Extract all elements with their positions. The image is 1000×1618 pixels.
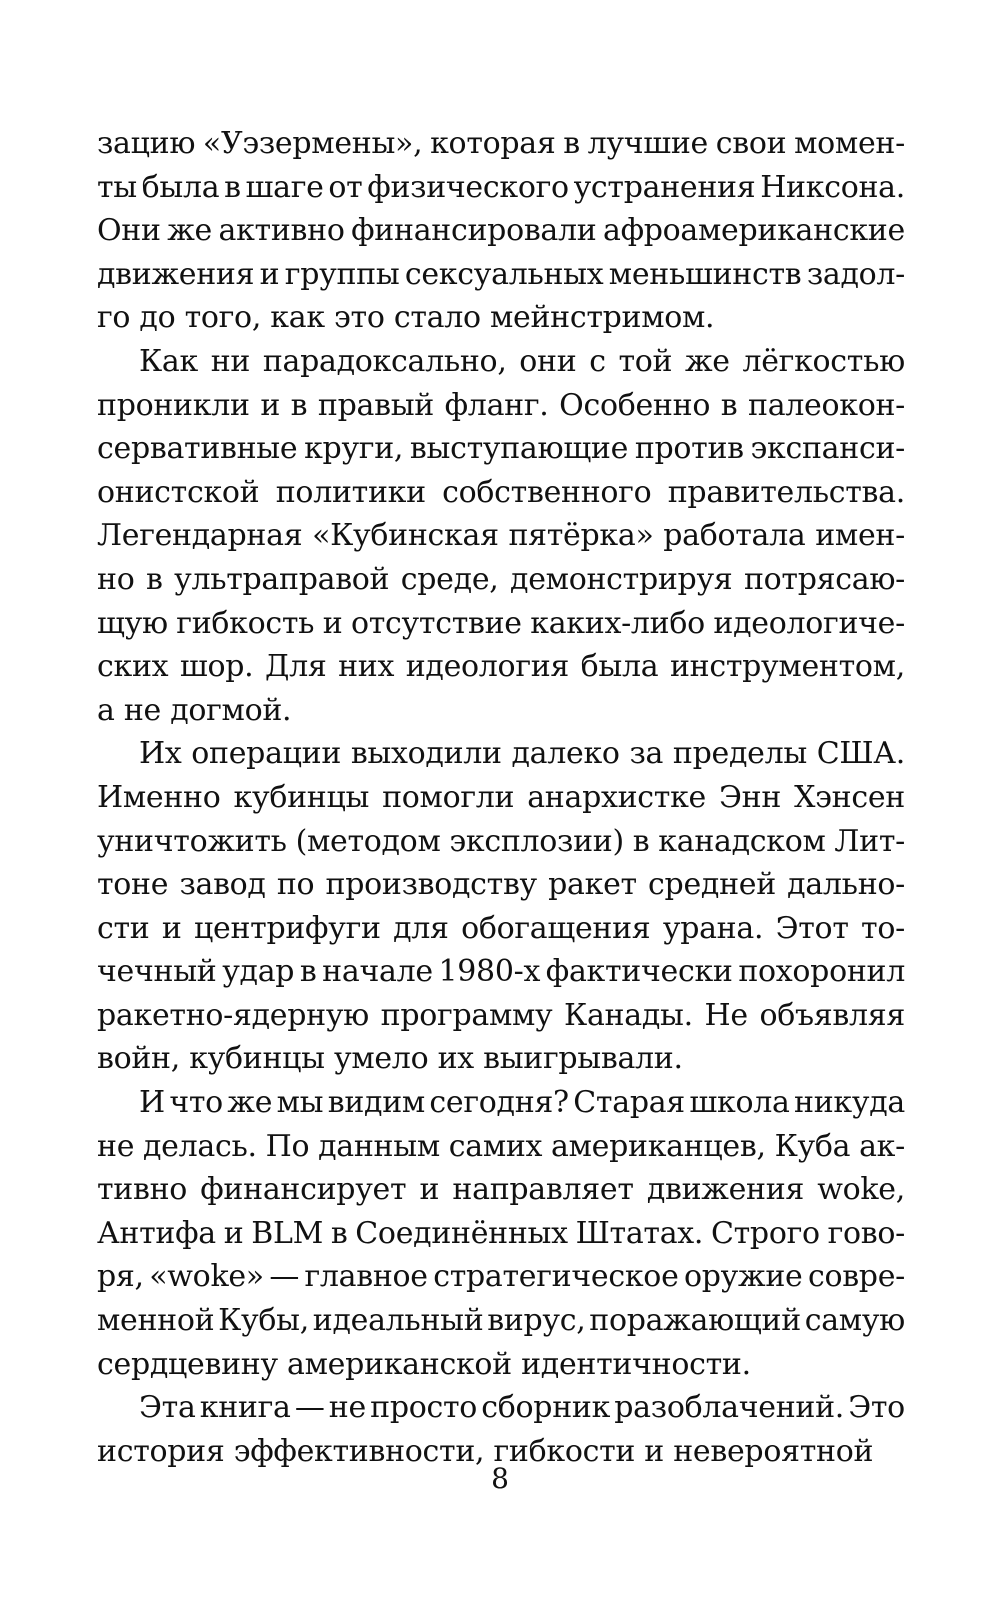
text-line: уничтожить (методом эксплозии) в канадском Лит-	[97, 823, 905, 859]
text-line: Их операции выходили далеко за пределы США.	[139, 736, 905, 772]
text-line: Именно кубинцы помогли анархистке Энн Хэнсен	[97, 779, 905, 815]
text-line: сердцевину американской идентичности.	[97, 1346, 751, 1382]
text-line: Как ни парадоксально, они с той же лёгкостью	[139, 343, 905, 379]
paragraph	[97, 340, 905, 732]
paragraph	[97, 732, 905, 1081]
text-line: ракетно-ядерную программу Канады. Не объявляя	[97, 997, 905, 1033]
text-line: движения и группы сексуальных меньшинств задол-	[97, 256, 905, 292]
text-line: Легендарная «Кубинская пятёрка» работала имен-	[97, 518, 905, 554]
paragraph	[97, 122, 905, 340]
text-line: сти и центрифуги для обогащения урана. Этот то-	[97, 910, 905, 946]
text-line: Они же активно финансировали афроамериканские	[97, 213, 905, 249]
text-line: тивно финансирует и направляет движения woke,	[97, 1172, 905, 1208]
text-line: го до того, как это стало мейнстримом.	[97, 300, 715, 336]
text-line: войн, кубинцы умело их выигрывали.	[97, 1041, 683, 1077]
paragraph	[97, 1386, 905, 1473]
text-line: но в ультраправой среде, демонстрируя потрясаю-	[97, 561, 905, 597]
text-line: не делась. По данным самих американцев, Куба ак-	[97, 1128, 905, 1164]
text-line: а не догмой.	[97, 692, 292, 728]
paragraph	[97, 1081, 905, 1386]
text-line: чечный удар в начале 1980-х фактически похоронил	[97, 954, 905, 990]
text-line: И что же мы видим сегодня? Старая школа никуда	[139, 1085, 905, 1121]
text-line: онистской политики собственного правительства.	[97, 474, 905, 510]
text-line: тоне завод по производству ракет средней дально-	[97, 867, 905, 903]
text-line: Эта книга — не просто сборник разоблачений. Это	[139, 1390, 905, 1426]
text-line: ря, «woke» — главное стратегическое оружие совре-	[97, 1259, 905, 1295]
body-text	[97, 122, 905, 1473]
text-line: ты была в шаге от физического устранения Никсона.	[97, 169, 905, 205]
text-line: проникли и в правый фланг. Особенно в палеокон-	[97, 387, 905, 423]
text-line: ских шор. Для них идеология была инструментом,	[97, 649, 905, 685]
text-line: Антифа и BLM в Соединённых Штатах. Строго гово-	[97, 1215, 905, 1251]
text-line: менной Кубы, идеальный вирус, поражающий самую	[97, 1303, 905, 1339]
text-line: зацию «Уэзермены», которая в лучшие свои момен-	[97, 126, 905, 161]
page-number: 8	[491, 1462, 509, 1495]
text-line: история эффективности, гибкости и невероятной	[97, 1433, 874, 1469]
text-line: щую гибкость и отсутствие каких-либо идеологиче-	[97, 605, 905, 641]
text-line: сервативные круги, выступающие против экспанси-	[97, 431, 905, 467]
